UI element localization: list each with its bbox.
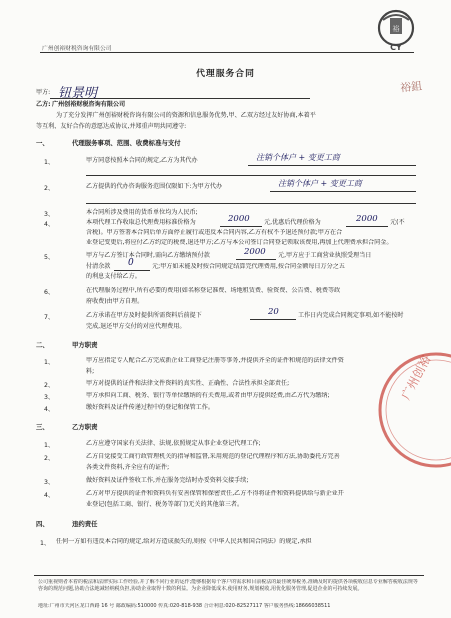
s1-item4-text-d: 含税)。甲方签署本合同后单方面停止履行或违反本合同内容,乙方有权不予退还预付款;甲方在合 [86, 229, 343, 236]
s3-item2-text-b: 各类文件资料,齐全应有的证件; [86, 464, 170, 471]
s1-item1-handwritten: 注销个体户 + 变更工商 [256, 153, 340, 162]
s1-item3-text: 本合同所涉及费用的货币单位均为人民币; [86, 209, 198, 216]
intro-line-2: 等互利、友好合作的意愿达成协议,并郑重声明共同遵守: [36, 123, 187, 130]
s3-item3-num: 3、 [44, 479, 55, 486]
section-4-title: 违约责任 [72, 520, 98, 528]
s2-item1-text-b: 料; [86, 368, 95, 375]
s1-item2-num: 2、 [44, 185, 55, 192]
party-a-underline [50, 98, 310, 99]
s3-item4-text-a: 乙方对甲方提供的证件和资料负有安善保管和保密责任,乙方不得将证件和资料提供给与新企业开 [86, 490, 344, 497]
s1-item7-text-a: 乙方承诺在甲方及时提供所需资料后前提下 [86, 312, 202, 319]
s1-item6-num: 6、 [44, 289, 55, 296]
s2-item3-text: 甲方承担向工商、税务、银行等单位缴纳的有关费用,或者由甲方提供经费,由乙方代为缴纳; [86, 392, 330, 399]
intro-line-1: 为了充分发挥广州创裕财税咨询有限公司的资源和信息服务优势,甲、乙双方经过友好协商,本着平 [56, 112, 316, 119]
s1-item1-underline-2 [86, 175, 416, 176]
s2-item1-num: 1、 [44, 359, 55, 366]
s1-item4-text-b: 元,优惠后代理价格为 [264, 219, 321, 226]
s1-item4-standard-price: 2000 [228, 214, 250, 224]
s3-item2-text-a: 乙方自觉接受工商行政管理机关的指导和监督,采用规范的登记代理程序和方法,协助委托方完善 [86, 453, 340, 460]
party-b-label: 乙方: [36, 101, 51, 108]
section-1-number: 一、 [36, 139, 49, 147]
s3-item4-text-b: 业登记(包括工商、银行、税务等部门)无关的其他第三者。 [86, 501, 244, 508]
s1-item5-text-a: 甲方与乙方签订本合同时,需向乙方缴纳预付款 [86, 252, 210, 259]
s1-item4-underline-discount [346, 226, 388, 227]
document-title: 代理服务合同 [196, 69, 255, 79]
s1-item2-handwritten: 注销个体户 + 变更工商 [278, 179, 362, 188]
section-2-title: 甲方职责 [72, 341, 98, 349]
company-logo-icon [368, 6, 424, 54]
footer-description: 公司重视则者本着的税法和法律实际工作经验,并了解不同行业的运作;能够根据每个客户的需求和目前税法的最佳统筹税务,准确及时的提供各项税收信息专业解答税收法规等咨询的规范问题,协助合法地减轻纳税负担,协助企业取得十数的利益。为企业降低成本,使用财务,规划税收,用优化服务管理,促进企业的可持续发展。 [38, 579, 418, 592]
section-1-title: 代理服务事项、范围、收费标准与支付 [72, 139, 181, 147]
header-company-name: 广州创裕财税咨询有限公司 [42, 46, 112, 52]
header-rule [40, 52, 414, 53]
s3-item4-num: 4、 [44, 492, 55, 499]
svg-text:裕鉏: 裕鉏 [399, 79, 423, 95]
s2-item3-num: 3、 [44, 394, 55, 401]
s3-item1-text: 乙方应遵守国家有关法律、法规,依照规定从事企业登记代理工作; [86, 440, 261, 447]
s1-item4-underline-standard [220, 226, 262, 227]
footer-contact: 地址:广州市天河区龙口西路 16 号 邮政编码:510000 传真:020-818-938 合计利息:020-82527117 客户服务热线:18666038511 [38, 603, 331, 609]
s1-item1-num: 1、 [44, 159, 55, 166]
corner-stamp-icon [396, 72, 436, 98]
s1-item2-underline-2 [86, 203, 416, 204]
s3-item2-num: 2、 [44, 455, 55, 462]
s1-item5-text-e: 的利息支付给乙方。 [86, 273, 141, 280]
s1-item4-text-a: 本项代理工作收取总代理费用标准价格为 [86, 219, 196, 226]
svg-text:CY: CY [390, 43, 402, 52]
seal-text: 广州创裕 [398, 353, 434, 403]
s1-item7-days: 20 [268, 307, 279, 317]
s1-item5-prepay: 2000 [244, 247, 266, 257]
s1-item7-text-b: 工作日内完成合同规定事项,如不能按时 [298, 312, 404, 319]
s1-item7-text-c: 完成,退还甲方交付的对应代理费用。 [86, 323, 186, 330]
s4-item1-num: 1、 [40, 540, 51, 547]
s1-item1-text: 甲方同意按照本合同的规定,乙方为其代办 [86, 157, 198, 164]
s1-item7-num: 7、 [44, 314, 55, 321]
party-a-label: 甲方: [36, 89, 51, 96]
s1-item4-discount-price: 2000 [356, 214, 378, 224]
section-3-number: 三、 [36, 423, 49, 431]
s1-item5-num: 5、 [44, 254, 55, 261]
party-b-name: 广州创裕财税咨询有限公司 [52, 101, 126, 108]
s1-item4-text-e: 业登记变更后,将应付乙方约定的税费,退还甲方;乙方与本公司签订合同登记领取该费用,再加上代理费承担合同金。 [86, 239, 393, 246]
s1-item4-text-c: 元(不 [390, 219, 405, 226]
section-2-number: 二、 [36, 341, 49, 349]
s1-item2-underline-1 [270, 191, 416, 192]
s1-item6-text-a: 在代理服务过程中,所有必要的费用(如名称登记准费、场地租赁费、验资费、公告费、税费等政 [86, 287, 341, 294]
s2-item2-text: 甲方对提供的证件和法律文件资料的真实性、正确性、合法性承担全部责任; [86, 380, 290, 387]
section-4-number: 四、 [36, 520, 49, 528]
s1-item5-balance: 0 [128, 258, 134, 268]
s2-item2-num: 2、 [44, 382, 55, 389]
s1-item6-text-b: 府收费)由甲方自理。 [86, 298, 144, 305]
s2-item1-text-a: 甲方应指定专人配合乙方完成新企业工商登记注册等事务,并提供齐全的证件和规范的法律文件资 [86, 357, 344, 364]
footer [34, 575, 424, 616]
s3-item1-num: 1、 [44, 442, 55, 449]
section-3-title: 乙方职责 [72, 423, 98, 431]
s1-item4-num: 4、 [44, 221, 55, 228]
s3-item3-text: 做好资料及证件签收工作,并在服务完结时办妥资料交接手续; [86, 477, 249, 484]
company-seal-icon [374, 330, 451, 490]
s1-item7-underline-days [250, 319, 296, 320]
s1-item2-text: 乙方提供的代办咨询服务范围仅限如下:为甲方代办 [86, 183, 223, 190]
s1-item3-num: 3、 [44, 211, 55, 218]
s2-item4-num: 4、 [44, 406, 55, 413]
s2-item4-text: 缴好资料及证件传递过程中的登记和保管工作。 [86, 404, 214, 411]
s1-item5-underline-prepay [236, 259, 276, 260]
s1-item1-underline-1 [248, 165, 416, 166]
s1-item5-text-d: 元;甲方如未能及时按合同规定结算完代理费用,按合同金额每日万分之五 [152, 263, 345, 270]
svg-text:裕: 裕 [392, 25, 400, 33]
s1-item5-text-b: 元,甲方应于工商营业执照受理当日 [278, 252, 372, 259]
s1-item5-underline-balance [114, 270, 150, 271]
s1-item5-text-c: 付清余款 [86, 263, 111, 270]
party-a-signature: 钮景明 [58, 86, 98, 101]
s4-item1-text: 任何一方如有违反本合同的规定,给对方造成损失的,则按《中华人民共和国合同法》的规定,承担 [56, 538, 312, 545]
